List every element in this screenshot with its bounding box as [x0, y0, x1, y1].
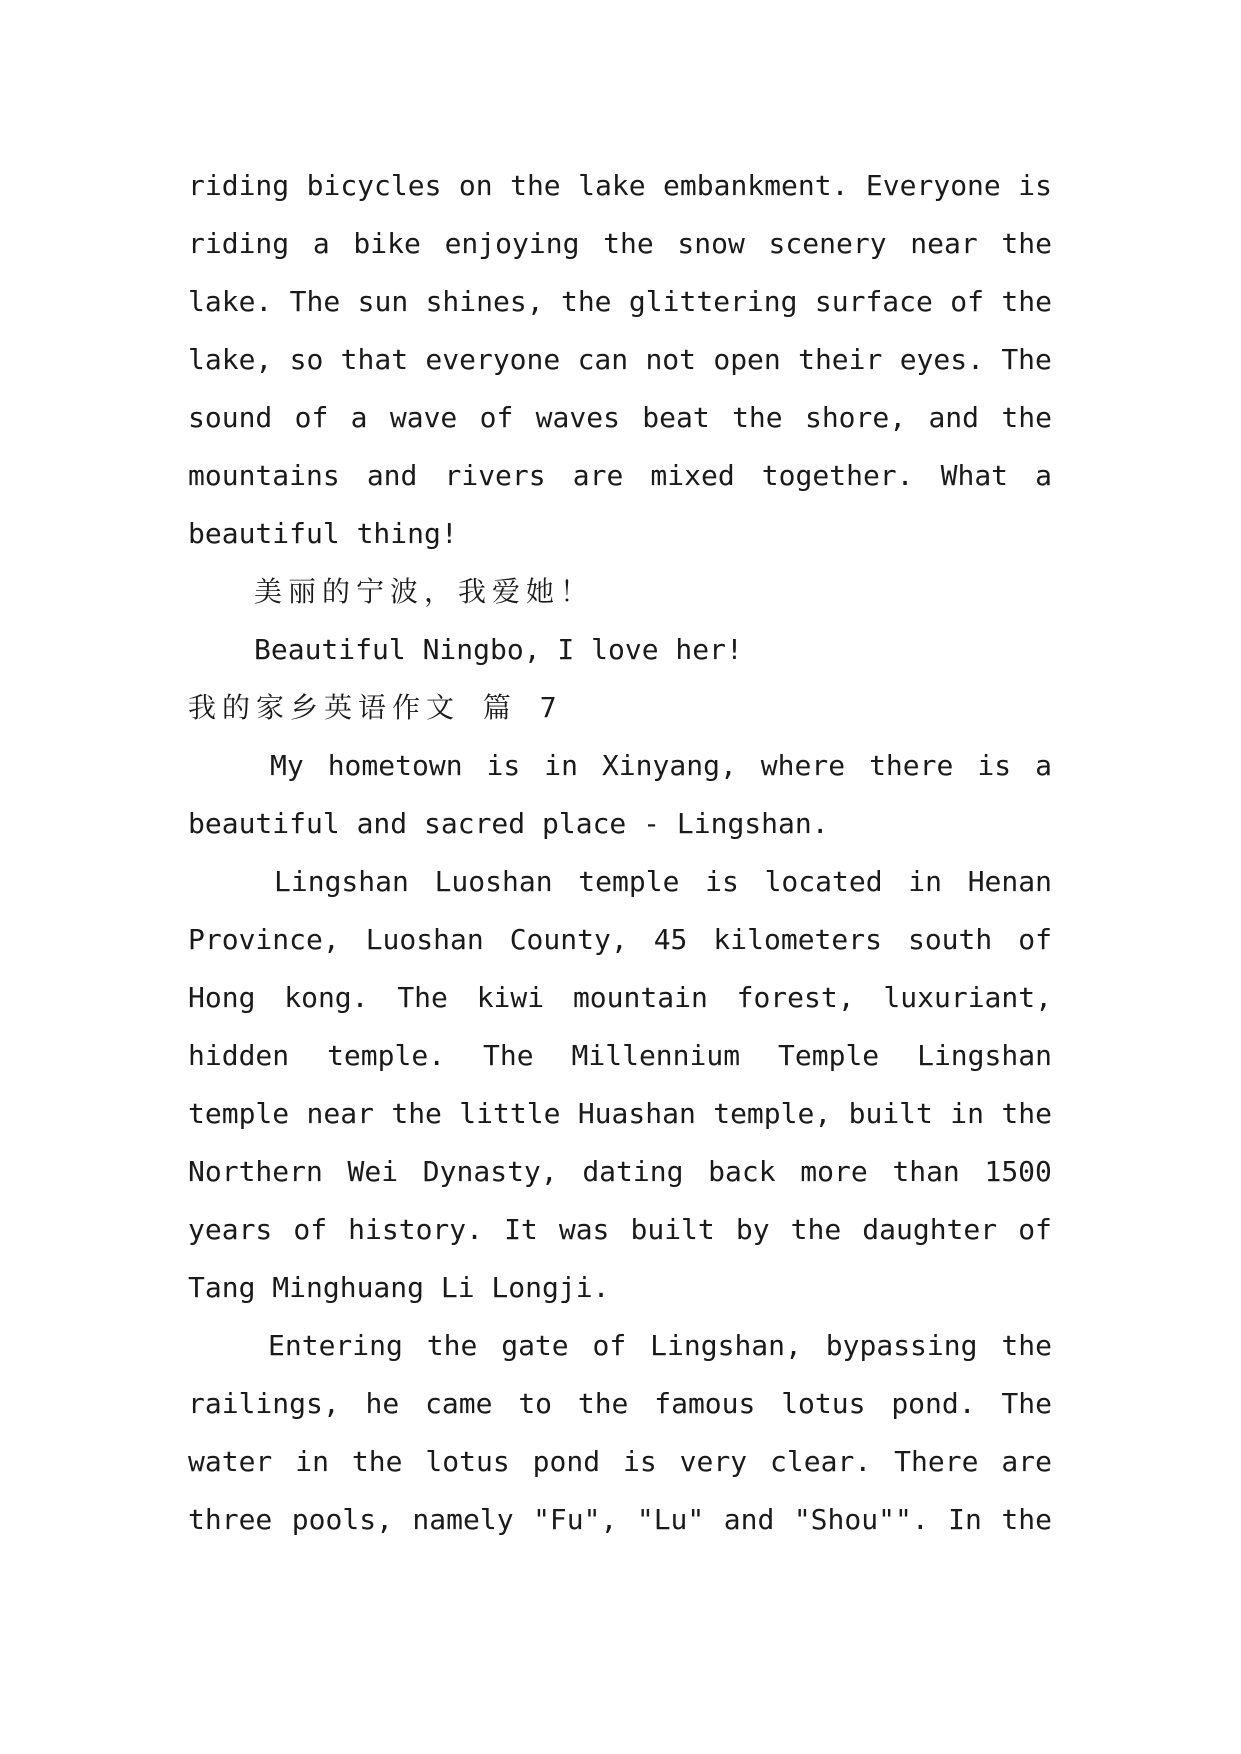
text-line	[188, 224, 1052, 264]
word: located	[764, 865, 883, 898]
word: waves	[535, 401, 620, 434]
text-line: Tang Minghuang Li Longji.	[188, 1271, 610, 1304]
word: Everyone	[865, 169, 1001, 202]
text-line	[188, 282, 1052, 322]
word: railings,	[188, 1387, 340, 1420]
word: Lingshan	[917, 1039, 1052, 1072]
word: Dynasty,	[422, 1155, 558, 1188]
word: the	[426, 1329, 478, 1362]
word: Luoshan	[365, 923, 484, 956]
text-line	[188, 1384, 1052, 1424]
word: a	[1035, 459, 1052, 492]
word: and	[366, 459, 418, 492]
word: My	[270, 749, 304, 782]
word: Lingshan,	[650, 1329, 802, 1362]
word: mountain	[572, 981, 708, 1014]
word: Henan	[967, 865, 1052, 898]
word: the	[560, 285, 612, 318]
word: the	[351, 1445, 403, 1478]
text-line	[270, 746, 1052, 786]
word: pools,	[291, 1503, 393, 1536]
word: the	[732, 401, 783, 434]
word: the	[510, 169, 561, 202]
word: a	[1035, 749, 1052, 782]
word: together.	[761, 459, 914, 492]
text-line	[188, 456, 1052, 496]
word: famous	[654, 1387, 756, 1420]
word: clear.	[770, 1445, 872, 1478]
word: is	[623, 1445, 657, 1478]
word: is	[977, 749, 1012, 782]
word: in	[544, 749, 578, 782]
word: of	[1018, 923, 1052, 956]
word: pond	[532, 1445, 601, 1478]
word: are	[572, 459, 624, 492]
word: is	[1018, 169, 1052, 202]
word: where	[760, 749, 846, 782]
word: more	[800, 1155, 868, 1188]
text-line	[188, 978, 1052, 1018]
text-line	[274, 862, 1052, 902]
word: the	[790, 1213, 842, 1246]
word: of	[479, 401, 514, 434]
word: back	[708, 1155, 776, 1188]
word: temple,	[713, 1097, 832, 1130]
word: everyone	[425, 343, 561, 376]
word: bike	[353, 227, 421, 260]
word: snow	[677, 227, 745, 260]
word: near	[910, 227, 978, 260]
word: dating	[582, 1155, 684, 1188]
word: 1500	[984, 1155, 1052, 1188]
word: "Lu"	[636, 1503, 705, 1536]
word: eyes.	[899, 343, 984, 376]
word: Xinyang,	[601, 749, 737, 782]
word: their	[798, 343, 883, 376]
text-line	[188, 398, 1052, 438]
word: the	[1001, 401, 1052, 434]
word: gate	[501, 1329, 569, 1362]
word: little	[459, 1097, 561, 1130]
word: wave	[389, 401, 458, 434]
word: Hong	[188, 981, 256, 1014]
word: Northern	[188, 1155, 323, 1188]
word: the	[391, 1097, 442, 1130]
text-line	[188, 1036, 1052, 1076]
word: scenery	[768, 227, 887, 260]
word: in	[295, 1445, 329, 1478]
word: sound	[188, 401, 273, 434]
word: the	[603, 227, 654, 260]
word: pond.	[891, 1387, 976, 1420]
word: the	[577, 1387, 629, 1420]
word: 45	[653, 923, 688, 956]
word: than	[892, 1155, 960, 1188]
word: Huashan	[577, 1097, 696, 1130]
word: there	[869, 749, 954, 782]
chinese-sentence: 美丽的宁波，我爱她！	[254, 575, 595, 608]
text-line	[268, 1326, 1052, 1366]
word: The	[397, 981, 448, 1014]
text-line	[188, 166, 1052, 206]
word: and	[723, 1503, 775, 1536]
word: lake.	[188, 285, 273, 318]
word: kong.	[284, 981, 369, 1014]
word: on	[458, 169, 493, 202]
word: Millennium	[571, 1039, 741, 1072]
word: temple	[188, 1097, 290, 1130]
word: very	[679, 1445, 748, 1478]
word: south	[907, 923, 993, 956]
word: The	[289, 285, 341, 318]
word: is	[705, 865, 739, 898]
word: a	[350, 401, 368, 434]
word: hometown	[327, 749, 463, 782]
word: so	[289, 343, 324, 376]
word: Province,	[188, 923, 340, 956]
word: in	[950, 1097, 984, 1130]
text-line	[188, 1442, 1052, 1482]
word: rivers	[444, 459, 546, 492]
word: kilometers	[713, 923, 882, 956]
word: open	[713, 343, 781, 376]
word: history.	[348, 1213, 483, 1246]
word: three	[188, 1503, 273, 1536]
word: lotus	[781, 1387, 866, 1420]
word: County,	[509, 923, 628, 956]
word: Lingshan	[274, 865, 409, 898]
word: came	[425, 1387, 493, 1420]
word: Temple	[778, 1039, 880, 1072]
word: lake,	[188, 343, 273, 376]
word: of	[950, 285, 984, 318]
text-line: Beautiful Ningbo, I love her!	[254, 633, 743, 666]
word: water	[188, 1445, 273, 1478]
word: shines,	[425, 285, 544, 318]
word: riding	[188, 227, 290, 260]
word: years	[188, 1213, 273, 1246]
word: Luoshan	[434, 865, 553, 898]
word: embankment.	[663, 169, 849, 202]
word: is	[486, 749, 521, 782]
word: There	[894, 1445, 979, 1478]
word: luxuriant,	[883, 981, 1052, 1014]
word: he	[365, 1387, 400, 1420]
word: the	[1001, 227, 1052, 260]
word: temple	[578, 865, 680, 898]
word: bypassing	[825, 1329, 978, 1362]
text-line: beautiful and sacred place - Lingshan.	[188, 807, 829, 840]
word: temple.	[327, 1039, 446, 1072]
word: In	[948, 1503, 982, 1536]
word: surface	[814, 285, 933, 318]
word: near	[306, 1097, 374, 1130]
section-heading: 我的家乡英语作文 篇 7	[188, 691, 563, 724]
word: Wei	[347, 1155, 399, 1188]
word: not	[645, 343, 697, 376]
word: of	[293, 1213, 328, 1246]
word: lotus	[425, 1445, 510, 1478]
word: Entering	[268, 1329, 403, 1362]
word: of	[592, 1329, 627, 1362]
word: can	[577, 343, 629, 376]
word: sun	[357, 285, 409, 318]
word: The	[1001, 343, 1052, 376]
word: the	[1001, 285, 1052, 318]
word: "Fu",	[533, 1503, 618, 1536]
word: shore,	[804, 401, 907, 434]
word: kiwi	[476, 981, 545, 1014]
word: a	[312, 227, 330, 260]
word: lake	[578, 169, 646, 202]
text-line	[188, 1152, 1052, 1192]
word: of	[1018, 1213, 1052, 1246]
word: The	[1001, 1387, 1052, 1420]
word: hidden	[188, 1039, 290, 1072]
word: that	[340, 343, 409, 376]
word: daughter	[862, 1213, 998, 1246]
text-line: beautiful thing!	[188, 517, 458, 550]
word: built	[630, 1213, 715, 1246]
text-line	[188, 920, 1052, 960]
word: in	[908, 865, 942, 898]
text-line	[188, 1094, 1052, 1134]
word: namely	[412, 1503, 514, 1536]
word: was	[558, 1213, 610, 1246]
word: "Shou"".	[793, 1503, 929, 1536]
word: mountains	[188, 459, 340, 492]
word: the	[1001, 1503, 1052, 1536]
word: It	[504, 1213, 538, 1246]
word: What	[940, 459, 1009, 492]
text-line	[188, 1210, 1052, 1250]
word: beat	[642, 401, 710, 434]
word: and	[928, 401, 980, 434]
word: the	[1001, 1097, 1052, 1130]
word: are	[1001, 1445, 1052, 1478]
word: forest,	[736, 981, 855, 1014]
word: riding	[188, 169, 290, 202]
word: of	[294, 401, 329, 434]
word: enjoying	[444, 227, 580, 260]
word: to	[518, 1387, 553, 1420]
word: mixed	[650, 459, 735, 492]
word: bicycles	[306, 169, 442, 202]
word: by	[735, 1213, 770, 1246]
text-line	[188, 1500, 1052, 1540]
word: built	[848, 1097, 933, 1130]
word: glittering	[628, 285, 798, 318]
text-line	[188, 340, 1052, 380]
word: the	[1001, 1329, 1052, 1362]
word: The	[483, 1039, 534, 1072]
